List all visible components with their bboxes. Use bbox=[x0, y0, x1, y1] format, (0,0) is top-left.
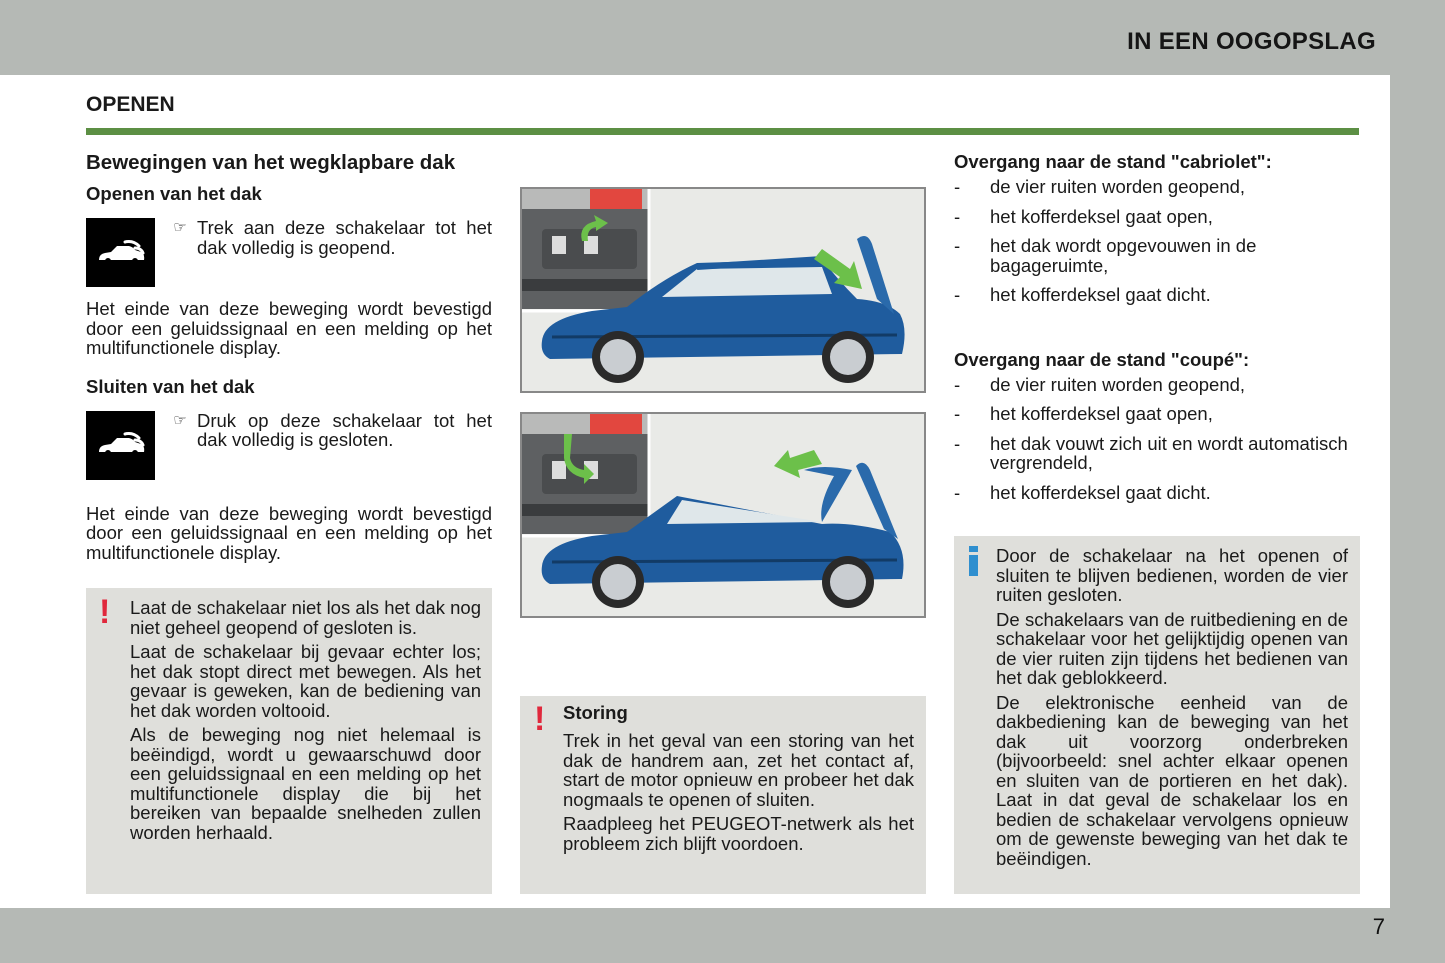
warning-paragraph: Als de beweging nog niet helemaal is beëindigd, wordt u gewaarschuwd door een geluidssignaal en een melding op het multifunctionele display die bij het bereiken van bepaalde snelheden zullen worden herhaald. bbox=[130, 724, 481, 843]
list-item: - de vier ruiten worden geopend, bbox=[954, 373, 1246, 395]
page-number: 7 bbox=[1372, 914, 1385, 939]
info-paragraph: De elektronische eenheid van de dakbediening kan de beweging van het dak uit voorzorg onderbreken (bijvoorbeeld: snel achter elkaar openen en sluiten van de portieren en het dak). Laat in dat geval de schakelaar los en bedien de schakelaar vervolgens opnieuw om de gewenste beweging van het dak te beëindigen. bbox=[996, 691, 1348, 869]
movements-heading: Bewegingen van het wegklapbare dak bbox=[86, 151, 456, 174]
closing-subheading: Sluiten van het dak bbox=[86, 375, 255, 397]
info-callout bbox=[954, 536, 1360, 894]
list-item: - het kofferdeksel gaat dicht. bbox=[954, 284, 1211, 305]
cabriolet-steps bbox=[954, 177, 1360, 305]
warning-text bbox=[130, 598, 481, 847]
list-item: - het dak wordt opgevouwen in de bagageruimte, bbox=[954, 235, 1257, 276]
convertible-roof-switch-icon bbox=[86, 218, 155, 287]
list-item: - het kofferdeksel gaat open, bbox=[954, 403, 1213, 424]
right-column bbox=[954, 150, 1360, 512]
info-text bbox=[996, 546, 1348, 873]
malfunction-callout bbox=[520, 696, 926, 894]
warning-callout bbox=[86, 588, 492, 894]
convertible-roof-switch-icon bbox=[86, 411, 155, 480]
opening-instruction: Trek aan deze schakelaar tot het dak volledig is geopend. bbox=[197, 217, 492, 258]
chapter-title: IN EEN OOGOPSLAG bbox=[1127, 28, 1376, 55]
warning-exclamation-icon: ! bbox=[534, 700, 546, 738]
list-item: - het kofferdeksel gaat open, bbox=[954, 205, 1213, 227]
malfunction-text bbox=[563, 701, 914, 858]
opening-subheading: Openen van het dak bbox=[86, 183, 262, 204]
roof-closing-illustration bbox=[520, 412, 926, 618]
warning-paragraph: Laat de schakelaar bij gevaar echter los; het dak stopt direct met bewegen. Als het gevaar is geweken, kan de bediening van het dak worden voltooid. bbox=[130, 641, 481, 721]
coupe-steps bbox=[954, 375, 1360, 503]
closing-confirmation: Het einde van deze beweging wordt bevestigd door een geluidssignaal en een melding op het multifunctionele display. bbox=[86, 502, 492, 563]
closing-instruction: Druk op deze schakelaar tot het dak volledig is gesloten. bbox=[197, 409, 492, 450]
list-item: - de vier ruiten worden geopend, bbox=[954, 176, 1246, 197]
pointing-hand-icon: ☞ bbox=[173, 219, 187, 236]
section-divider bbox=[86, 128, 1359, 135]
closing-instruction-row bbox=[86, 411, 492, 480]
roof-opening-illustration bbox=[520, 187, 926, 393]
malfunction-paragraph: Trek in het geval van een storing van het dak de handrem aan, zet het contact af, start de motor opnieuw en probeer het dak nogmaals te openen of sluiten. bbox=[563, 730, 914, 810]
info-icon bbox=[969, 546, 978, 576]
pointing-hand-icon: ☞ bbox=[173, 411, 187, 429]
opening-instruction-row bbox=[86, 218, 492, 287]
malfunction-paragraph: Raadpleeg het PEUGEOT-netwerk als het probleem zich blijft voordoen. bbox=[563, 813, 914, 854]
left-column bbox=[86, 150, 492, 562]
section-title: OPENEN bbox=[86, 93, 175, 116]
warning-exclamation-icon: ! bbox=[99, 593, 111, 631]
info-paragraph: Door de schakelaar na het openen of sluiten te blijven bedienen, worden de vier ruiten gesloten. bbox=[996, 545, 1348, 605]
cabriolet-heading: Overgang naar de stand "cabriolet": bbox=[954, 151, 1272, 172]
opening-confirmation: Het einde van deze beweging wordt bevestigd door een geluidssignaal en een melding op het multifunctionele display. bbox=[86, 298, 492, 358]
list-item: - het kofferdeksel gaat dicht. bbox=[954, 481, 1211, 503]
warning-paragraph: Laat de schakelaar niet los als het dak nog niet geheel geopend of gesloten is. bbox=[130, 597, 481, 638]
malfunction-title: Storing bbox=[563, 702, 628, 723]
list-item: - het dak vouwt zich uit en wordt automatisch vergrendeld, bbox=[954, 432, 1348, 473]
coupe-heading: Overgang naar de stand "coupé": bbox=[954, 348, 1250, 370]
info-paragraph: De schakelaars van de ruitbediening en de schakelaar voor het gelijktijdig openen van de vier ruiten zijn tijdens het bedienen van het dak geblokkeerd. bbox=[996, 608, 1348, 688]
